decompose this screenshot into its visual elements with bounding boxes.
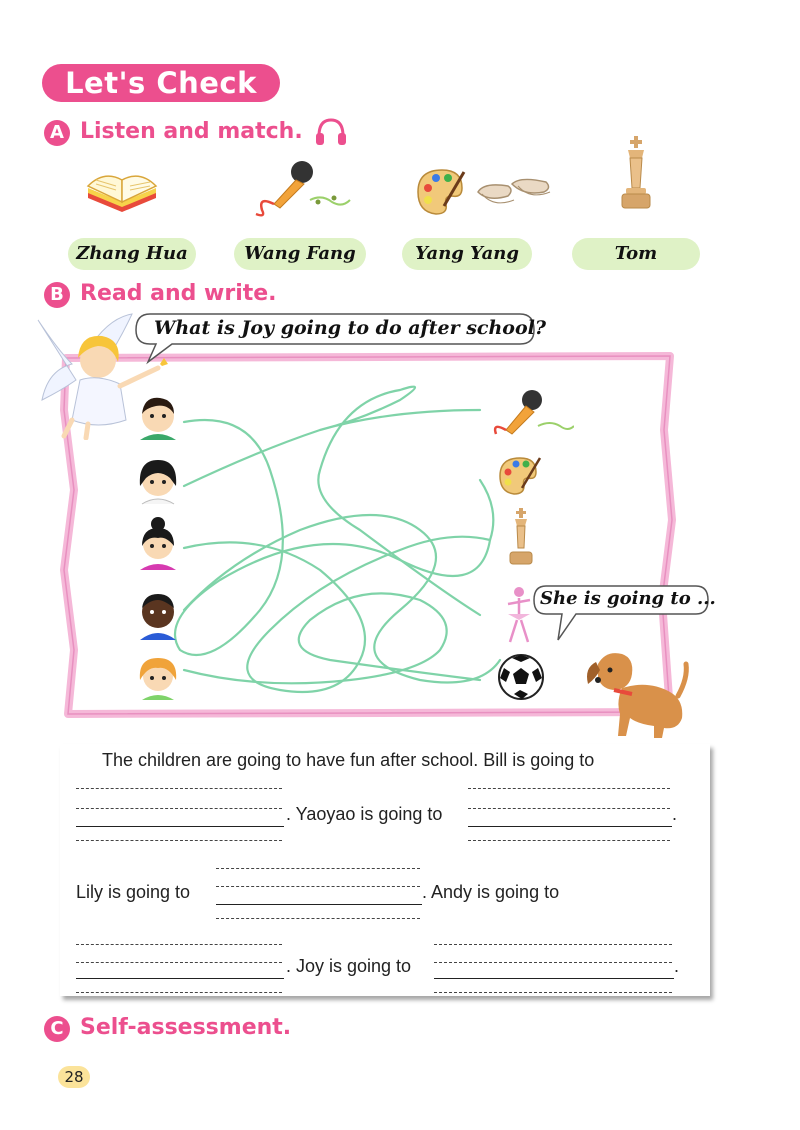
writing-guide-line (468, 808, 670, 809)
yaoyao-text: . Yaoyao is going to (286, 804, 443, 824)
palette-icon (414, 166, 468, 216)
joy-text: . Joy is going to (286, 956, 412, 976)
headphones-icon[interactable] (314, 116, 348, 148)
soccer-ball-icon (496, 652, 546, 702)
writing-guide-line (216, 868, 420, 869)
writing-guide-line (216, 918, 420, 919)
child-yaoyao-icon (134, 456, 184, 506)
child-andy-icon (134, 588, 184, 642)
child-lily-icon (134, 516, 184, 572)
page-number: 28 (58, 1066, 90, 1088)
section-b-title: Read and write. (80, 281, 277, 306)
dog-illustration (578, 644, 694, 740)
andy-text: . Andy is going to (422, 882, 560, 902)
lily-text: Lily is going to (76, 882, 191, 902)
book-icon (82, 152, 160, 216)
writing-guide-line (468, 840, 670, 841)
period-text: . (674, 956, 680, 976)
singing-microphone-icon (488, 386, 574, 442)
section-c-title: Self-assessment. (80, 1015, 292, 1040)
section-b-badge: B (44, 282, 70, 308)
chess-piece-icon (506, 508, 536, 570)
writing-guide-line (76, 788, 282, 789)
writing-guide-line (76, 840, 282, 841)
painting-palette-icon (496, 454, 542, 496)
child-joy-icon (134, 652, 184, 702)
section-a-title: Listen and match. (80, 119, 303, 144)
writing-guide-line (434, 962, 672, 963)
section-a-badge: A (44, 120, 70, 146)
question-text: What is Joy going to do after school? (154, 317, 546, 339)
ballet-shoes-icon (474, 172, 552, 212)
dog-speech-text: She is going to ... (540, 588, 716, 609)
writing-guide-line (434, 944, 672, 945)
name-tom: Tom (572, 238, 700, 270)
writing-guide-line (434, 992, 672, 993)
yaoyao-answer-blank[interactable] (468, 826, 672, 827)
writing-intro: The children are going to have fun after school. Bill is going to (102, 750, 595, 770)
child-bill-icon (134, 392, 184, 442)
andy-answer-blank[interactable] (76, 978, 284, 979)
name-yang-yang: Yang Yang (402, 238, 532, 270)
page-title: Let's Check (42, 64, 280, 102)
writing-guide-line (76, 962, 282, 963)
name-zhang-hua: Zhang Hua (68, 238, 196, 270)
bill-answer-blank[interactable] (76, 826, 284, 827)
name-wang-fang: Wang Fang (234, 238, 366, 270)
writing-guide-line (76, 992, 282, 993)
joy-answer-blank[interactable] (434, 978, 674, 979)
section-c-badge: C (44, 1016, 70, 1042)
writing-guide-line (216, 886, 420, 887)
microphone-icon (252, 156, 352, 218)
writing-guide-line (76, 808, 282, 809)
chess-king-icon (618, 136, 654, 216)
writing-guide-line (468, 788, 670, 789)
writing-guide-line (76, 944, 282, 945)
lily-answer-blank[interactable] (216, 904, 422, 905)
period-text: . (672, 804, 678, 824)
